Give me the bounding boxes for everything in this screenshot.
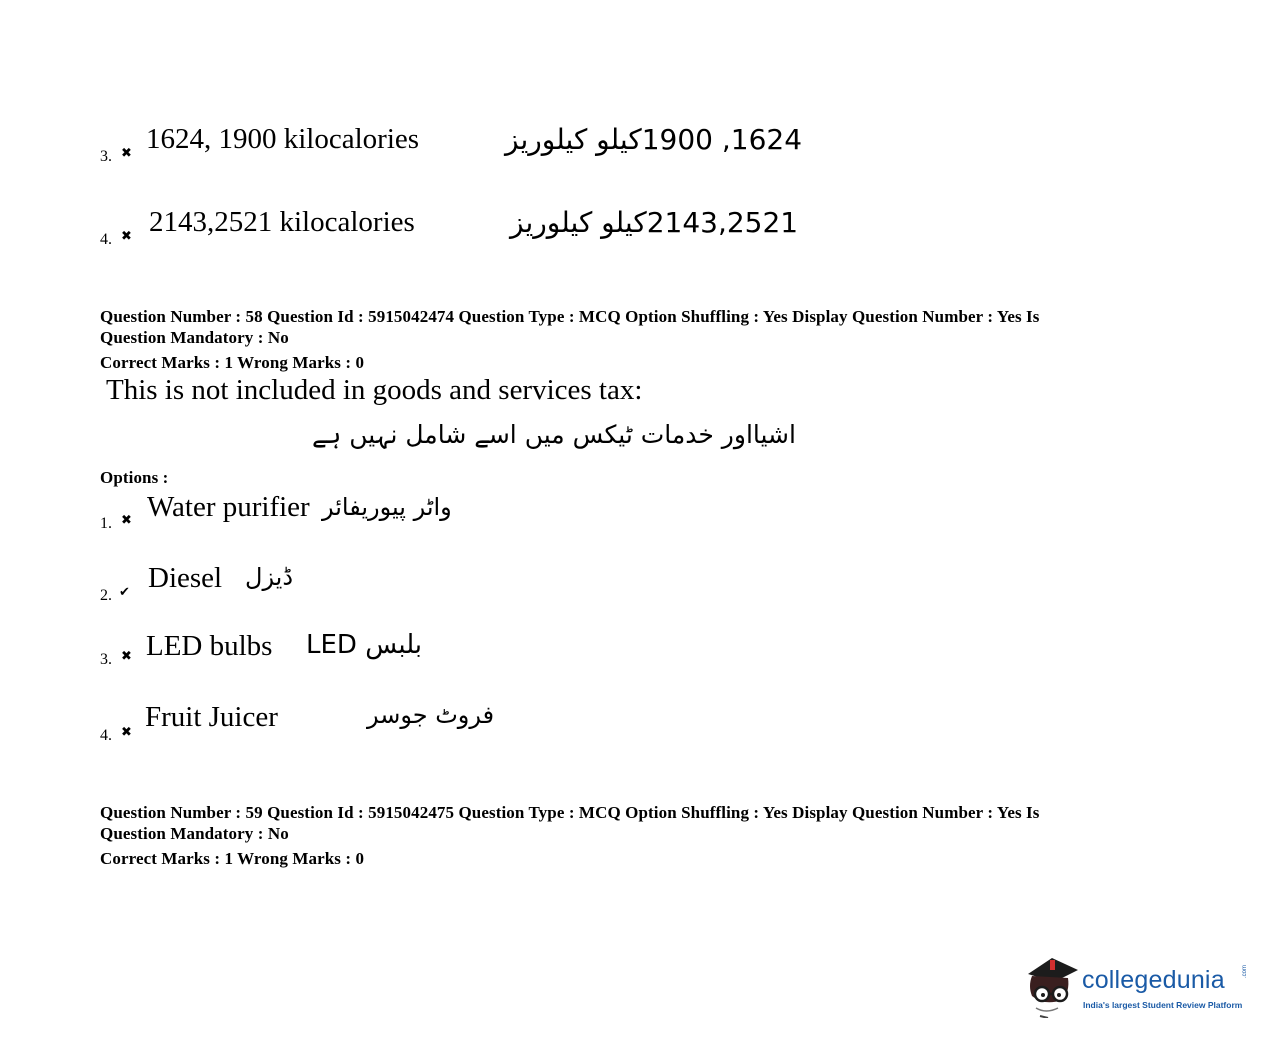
question-text-urdu: اشیااور خدمات ٹیکس میں اسے شامل نہیں ہے xyxy=(312,420,796,449)
option-text-urdu: 2143,2521کیلو کیلوریز xyxy=(510,206,799,239)
question-meta-line: Question Mandatory : No xyxy=(100,824,289,843)
question-marks: Correct Marks : 1 Wrong Marks : 0 xyxy=(100,353,365,372)
wrong-mark-icon: ✖ xyxy=(121,725,132,740)
logo-tagline: India's largest Student Review Platform xyxy=(1083,1000,1243,1010)
option-number: 2. xyxy=(100,587,112,604)
option-number: 4. xyxy=(100,727,112,744)
logo-wordmark: collegedunia xyxy=(1082,966,1225,994)
question-59-meta xyxy=(100,802,1040,869)
options-label: Options : xyxy=(100,468,169,487)
option-text-english: LED bulbs xyxy=(146,630,273,662)
option-text-english: Water purifier xyxy=(147,491,310,523)
option-number: 4. xyxy=(100,231,112,248)
option-text-english: Fruit Juicer xyxy=(145,701,278,733)
option-number: 3. xyxy=(100,651,112,668)
logo-domain-suffix: .com xyxy=(1242,964,1248,978)
collegedunia-logo xyxy=(1022,952,1252,1022)
question-marks: Correct Marks : 1 Wrong Marks : 0 xyxy=(100,849,365,868)
option-text-english: Diesel xyxy=(148,562,223,594)
question-58-meta xyxy=(100,306,1040,373)
option-text-urdu: بلبس LED xyxy=(306,630,423,660)
wrong-mark-icon: ✖ xyxy=(121,513,132,528)
wrong-mark-icon: ✖ xyxy=(121,229,132,244)
wrong-mark-icon: ✖ xyxy=(121,649,132,664)
correct-mark-icon: ✔ xyxy=(119,585,130,600)
question-meta-line: Question Number : 59 Question Id : 5915042475 Question Type : MCQ Option Shuffling : Yes Display Question Number : Yes Is xyxy=(100,803,1040,822)
option-number: 3. xyxy=(100,148,112,165)
question-text-english: This is not included in goods and services tax: xyxy=(106,374,643,406)
option-number: 1. xyxy=(100,515,112,532)
mascot-icon xyxy=(1022,952,1082,1018)
option-text-urdu: فروٹ جوسر xyxy=(367,701,495,729)
question-meta-line: Question Mandatory : No xyxy=(100,328,289,347)
option-text-english: 1624, 1900 kilocalories xyxy=(146,123,420,155)
wrong-mark-icon: ✖ xyxy=(121,146,132,161)
option-text-english: 2143,2521 kilocalories xyxy=(149,206,415,238)
option-text-urdu: ڈیزل xyxy=(245,563,294,591)
question-meta-line: Question Number : 58 Question Id : 5915042474 Question Type : MCQ Option Shuffling : Yes Display Question Number : Yes Is xyxy=(100,307,1040,326)
option-text-urdu: 1624, 1900کیلو کیلوریز xyxy=(505,123,803,156)
option-text-urdu: واٹر پیوریفائر xyxy=(322,493,452,521)
